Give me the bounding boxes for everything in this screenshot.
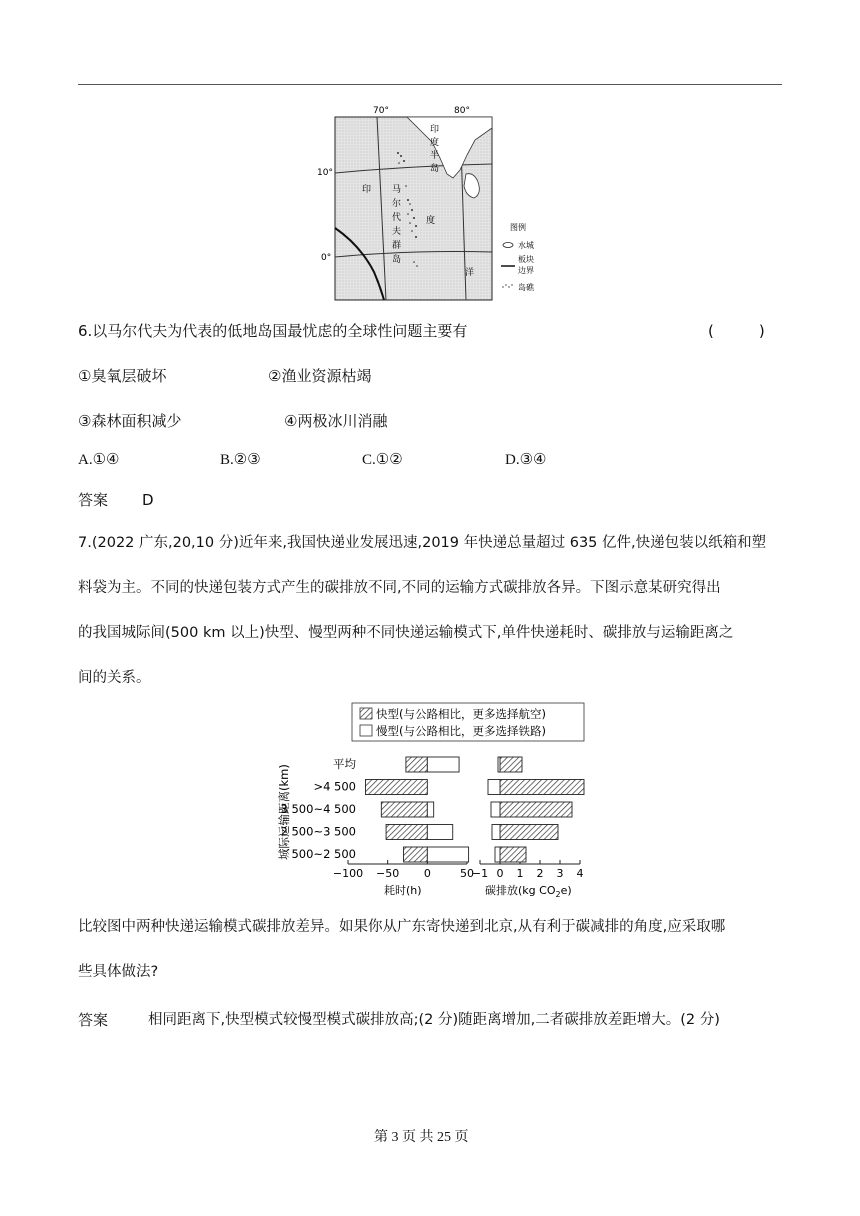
bar-fast-carbon xyxy=(500,757,522,772)
svg-text:印: 印 xyxy=(362,185,372,195)
water-symbol xyxy=(503,243,513,248)
legend-label-slow: 慢型(与公路相比，更多选择铁路) xyxy=(376,724,546,738)
lat-label-0: 0° xyxy=(321,253,332,263)
bar-fast-carbon xyxy=(500,780,584,795)
q7-question-line-1: 比较图中两种快递运输模式碳排放差异。如果你从广东寄快递到北京,从有利于碳减排的角度,应采取哪 xyxy=(78,919,726,935)
x-tick-label-carbon: −1 xyxy=(471,867,489,880)
page-footer: 第 3 页 共 25 页 xyxy=(374,1130,469,1145)
q7-line-3: 的我国城际间(500 km 以上)快型、慢型两种不同快递运输模式下,单件快递耗时、碳排放与运输距离之 xyxy=(78,625,734,641)
reef-symbol xyxy=(502,284,512,287)
q6-option-1: ①臭氧层破坏 xyxy=(78,367,167,385)
svg-text:岛礁: 岛礁 xyxy=(518,283,534,292)
q6-answer-paren: ( ) xyxy=(708,322,765,340)
svg-text:岛: 岛 xyxy=(430,164,440,174)
q6-choice-b: B.②③ xyxy=(220,452,261,468)
legend-swatch-slow xyxy=(360,725,372,736)
category-label: 2 500~3 500 xyxy=(280,824,356,839)
svg-text:马: 马 xyxy=(392,185,402,195)
legend-label-fast: 快型(与公路相比，更多选择航空) xyxy=(376,707,546,721)
svg-text:度: 度 xyxy=(426,216,436,226)
q6-answer-label: 答案 xyxy=(78,491,109,509)
svg-text:岛: 岛 xyxy=(392,255,402,265)
svg-text:水城: 水城 xyxy=(518,241,534,250)
x-axis-label-carbon: 碳排放(kg $CO_2e$) xyxy=(485,884,572,899)
svg-text:代: 代 xyxy=(392,213,402,223)
q7-answer-label: 答案 xyxy=(78,1011,109,1029)
y-axis-label: 城际运输距离(km) xyxy=(277,764,291,860)
bar-slow-time xyxy=(427,825,452,840)
bar-fast-time xyxy=(365,780,427,795)
q7-question-line-2: 些具体做法? xyxy=(78,964,159,980)
q7-answer: 相同距离下,快型模式较慢型模式碳排放高;(2 分)随距离增加,二者碳排放差距增大。(2 分) xyxy=(148,1012,720,1028)
q6-choice-d: D.③④ xyxy=(505,452,547,468)
legend-swatch-fast xyxy=(360,708,372,719)
bar-slow-carbon xyxy=(491,802,500,817)
q6-answer: D xyxy=(142,491,154,509)
svg-text:夫: 夫 xyxy=(392,227,402,237)
maldives-map xyxy=(300,100,560,305)
category-label: 平均 xyxy=(333,757,356,771)
header-rule xyxy=(78,84,782,85)
express-chart xyxy=(270,700,590,900)
q7-line-2: 料袋为主。不同的快递包装方式产生的碳排放不同,不同的运输方式碳排放各异。下图示意某研究得出 xyxy=(78,580,721,596)
x-tick-label-carbon: 3 xyxy=(556,867,564,880)
bar-slow-time xyxy=(427,757,459,772)
x-tick-label-carbon: 2 xyxy=(536,867,544,880)
q7-line-4: 间的关系。 xyxy=(78,670,151,686)
bar-fast-carbon xyxy=(500,825,558,840)
category-label: 3 500~4 500 xyxy=(280,802,356,816)
bar-fast-carbon xyxy=(500,802,572,817)
bar-fast-time xyxy=(406,757,427,772)
x-tick-label-time: 50 xyxy=(460,867,474,880)
svg-text:半: 半 xyxy=(430,151,440,161)
x-tick-label-carbon: 0 xyxy=(496,867,504,880)
lon-label-80: 80° xyxy=(454,106,470,116)
svg-text:度: 度 xyxy=(430,138,440,148)
svg-text:边界: 边界 xyxy=(518,266,534,275)
q6-choice-c: C.①② xyxy=(362,452,403,468)
bar-slow-time xyxy=(427,802,433,817)
q7-line-1: 7.(2022 广东,20,10 分)近年来,我国快递业发展迅速,2019 年快递总量超过 635 亿件,快递包装以纸箱和塑 xyxy=(78,535,767,551)
svg-text:印: 印 xyxy=(430,125,440,135)
q6-option-3: ③森林面积减少 xyxy=(78,412,182,430)
lat-label-10: 10° xyxy=(317,168,333,178)
bar-slow-carbon xyxy=(488,780,500,795)
x-tick-label-time: −50 xyxy=(376,867,400,880)
bar-fast-carbon xyxy=(500,847,526,862)
x-tick-label-carbon: 4 xyxy=(576,867,584,880)
svg-text:图例: 图例 xyxy=(510,223,526,232)
x-tick-label-time: −100 xyxy=(332,867,364,880)
q6-choice-a: A.①④ xyxy=(78,452,120,468)
x-tick-label-time: 0 xyxy=(423,867,431,880)
map-legend xyxy=(501,222,535,292)
svg-text:尔: 尔 xyxy=(392,199,402,209)
bar-slow-carbon xyxy=(495,847,500,862)
svg-text:板块: 板块 xyxy=(518,255,534,264)
q6-option-2: ②渔业资源枯竭 xyxy=(268,367,372,385)
q6-stem: 6.以马尔代夫为代表的低地岛国最忧虑的全球性问题主要有 xyxy=(78,322,468,340)
svg-text:群: 群 xyxy=(392,241,402,251)
x-axis-label-time: 耗时(h) xyxy=(384,884,422,897)
bar-slow-carbon xyxy=(498,757,500,772)
bar-slow-carbon xyxy=(492,825,500,840)
category-label: 500~2 500 xyxy=(291,847,356,861)
lon-label-70: 70° xyxy=(373,106,389,116)
svg-text:洋: 洋 xyxy=(465,268,475,278)
bar-slow-time xyxy=(427,847,468,862)
category-label: >4 500 xyxy=(313,779,356,794)
bar-fast-time xyxy=(381,802,427,817)
bar-fast-time xyxy=(386,825,427,840)
bar-fast-time xyxy=(404,847,428,862)
x-tick-label-carbon: 1 xyxy=(516,867,524,880)
q6-option-4: ④两极冰川消融 xyxy=(284,412,388,430)
